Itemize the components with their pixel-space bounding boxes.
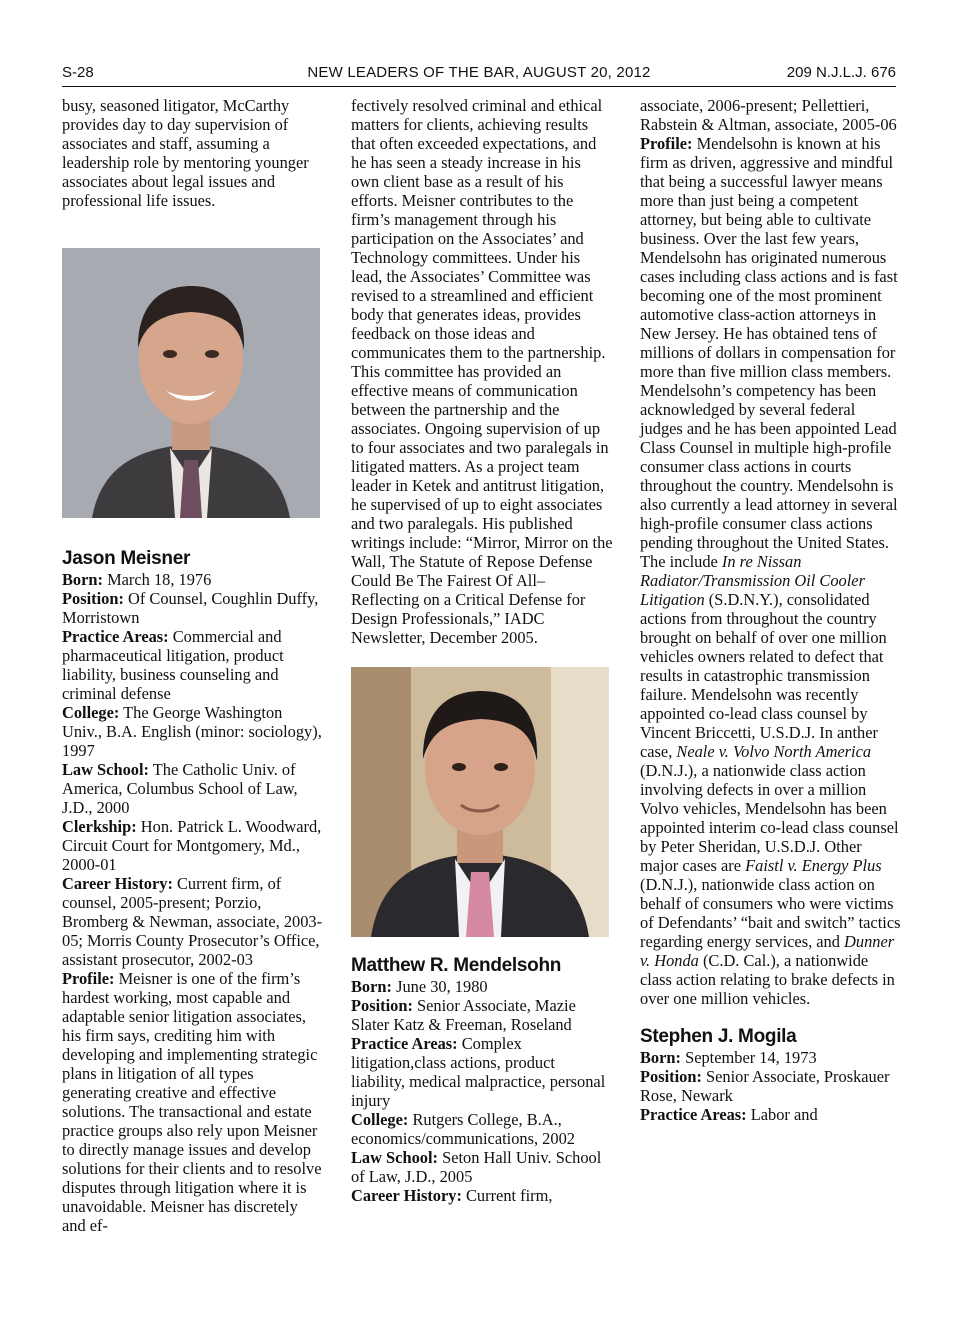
- law-school-line: [62, 760, 324, 817]
- case-name: Faistl v. Energy Plus: [745, 856, 882, 875]
- value: Commercial and pharmaceutical litigation, product liability, business counseling and criminal defense: [62, 627, 284, 703]
- case-name: In re Nissan Radiator/Transmission Oil Cooler Litigation: [640, 552, 865, 609]
- law-school-line: [351, 1148, 613, 1186]
- intro-fragment: busy, seasoned litigator, McCarthy provides day to day supervision of associates and staff, assuming a leadership role by mentoring younger associates about legal issues and professional life issues.: [62, 96, 309, 210]
- position-line: [640, 1067, 902, 1105]
- value-part-2: associate, 2006-present; Pellettieri, Rabstein & Altman, associate, 2005-06: [640, 96, 897, 134]
- born-line: [640, 1048, 902, 1067]
- column-2: [351, 96, 613, 1205]
- value: Seton Hall Univ. School of Law, J.D., 2005: [351, 1148, 602, 1186]
- case-name: Dunner v. Honda: [640, 932, 895, 970]
- profile-name: Matthew R. Mendelsohn: [351, 955, 562, 976]
- practice-line: [62, 627, 324, 703]
- college-line: [351, 1110, 613, 1148]
- label: Born:: [351, 977, 392, 996]
- label: Clerkship:: [62, 817, 137, 836]
- position-line: [351, 996, 613, 1034]
- value: (D.N.J.), a nationwide class action involving defects in over a million Volvo vehicles, Mendelsohn has been appointed interim co-lead class counsel by Peter Sheridan, U.S.D.J. Other major cases are: [640, 761, 899, 875]
- label: College:: [351, 1110, 409, 1129]
- label: Law School:: [351, 1148, 438, 1167]
- born-line: [351, 977, 613, 996]
- value: Hon. Patrick L. Woodward, Circuit Court for Montgomery, Md., 2000-01: [62, 817, 322, 874]
- value: (D.N.J.), nationwide class action on behalf of consumers who were victims of Defendants’ “bait and switch” tactics regarding energy services, and: [640, 875, 901, 951]
- label: Practice Areas:: [640, 1105, 747, 1124]
- label: Position:: [640, 1067, 702, 1086]
- page-number: S-28: [62, 64, 94, 81]
- publication-title: NEW LEADERS OF THE BAR, AUGUST 20, 2012: [307, 64, 651, 81]
- value: Of Counsel, Coughlin Duffy, Morristown: [62, 589, 319, 627]
- profile-text: [640, 134, 902, 1008]
- photo-matthew-mendelsohn: [351, 667, 609, 937]
- value: Complex litigation,class actions, product liability, medical malpractice, personal injury: [351, 1034, 606, 1110]
- profile-text-continued: [351, 96, 613, 647]
- label: Position:: [62, 589, 124, 608]
- career-line: [351, 1186, 613, 1205]
- column-3: [640, 96, 902, 1124]
- label: Position:: [351, 996, 413, 1015]
- profile-name: Stephen J. Mogila: [640, 1026, 797, 1047]
- label: Profile:: [640, 134, 693, 153]
- career-line: [62, 874, 324, 969]
- label: Profile:: [62, 969, 115, 988]
- citation: 209 N.J.L.J. 676: [786, 64, 896, 81]
- value: (S.D.N.Y.), consolidated actions from throughout the country brought on behalf of over one million vehicles owners related to defect that results in catastrophic transmission failure. Mendelsohn was recently appointed co-lead class counsel by Vincent Briccetti, U.S.D.J. In anther case,: [640, 590, 887, 761]
- label: Practice Areas:: [62, 627, 169, 646]
- value: (C.D. Cal.), a nationwide class action relating to brake defects in over one million vehicles.: [640, 951, 895, 1008]
- practice-line: [640, 1105, 902, 1124]
- profile-name: Jason Meisner: [62, 548, 191, 569]
- practice-line: [351, 1034, 613, 1110]
- label: Born:: [640, 1048, 681, 1067]
- label: Career History:: [351, 1186, 462, 1205]
- case-name: Neale v. Volvo North America: [676, 742, 872, 761]
- value: September 14, 1973: [680, 1048, 817, 1067]
- value-part-1: Meisner is one of the firm’s hardest working, most capable and adaptable senior litigation associates, his firm says, crediting him with developing and implementing strategic plans in litigation of all types generating creative and effective solutions. The transactional and estate practice groups also rely upon Meisner to directly manage issues and develop solutions for their clients and to resolve disputes through litigation where it is unavoidable. Meisner has discretely and ef-: [62, 969, 322, 1235]
- value: June 30, 1980: [391, 977, 488, 996]
- value: The George Washington Univ., B.A. English (minor: sociology), 1997: [62, 703, 322, 760]
- profile-text: [62, 969, 324, 1235]
- page-header: [62, 62, 896, 87]
- column-1: [62, 96, 324, 1235]
- label: College:: [62, 703, 120, 722]
- label: Practice Areas:: [351, 1034, 458, 1053]
- college-line: [62, 703, 324, 760]
- value: March 18, 1976: [102, 570, 212, 589]
- value: Senior Associate, Mazie Slater Katz & Freeman, Roseland: [351, 996, 576, 1034]
- value-part-1: Current firm,: [461, 1186, 553, 1205]
- clerkship-line: [62, 817, 324, 874]
- label: Law School:: [62, 760, 149, 779]
- value: Current firm, of counsel, 2005-present; Porzio, Bromberg & Newman, associate, 2003-05; Morris County Prosecutor’s Office, assistant prosecutor, 2002-03: [62, 874, 323, 969]
- value: Mendelsohn is known at his firm as driven, aggressive and mindful that being a successful lawyer means more than just being a competent attorney, but being able to cultivate business. Over the last few years, Mendelsohn has originated numerous cases including class actions and is fast becoming one of the most prominent automotive class-action attorneys in New Jersey. He has obtained tens of millions of dollars in compensation for more than five million class members. Mendelsohn’s competency has been acknowledged by several federal judges and he has been appointed Lead Class Counsel in multiple high-profile consumer class actions in courts throughout the country. Mendelsohn is also currently a lead attorney in several high-profile consumer class actions pending throughout the United States. The include: [640, 134, 898, 571]
- value: Senior Associate, Proskauer Rose, Newark: [640, 1067, 890, 1105]
- photo-jason-meisner: [62, 248, 320, 518]
- value: Labor and: [746, 1105, 818, 1124]
- career-line-continued: [640, 96, 902, 134]
- label: Born:: [62, 570, 103, 589]
- label: Career History:: [62, 874, 173, 893]
- born-line: [62, 570, 324, 589]
- position-line: [62, 589, 324, 627]
- value: The Catholic Univ. of America, Columbus School of Law, J.D., 2000: [62, 760, 298, 817]
- value-part-2: fectively resolved criminal and ethical matters for clients, achieving results that often exceeded expectations, and he has seen a steady increase in his own client base as a result of his efforts. Meisner contributes to the firm’s management through his participation on the Associates’ and Technology committees. Under his lead, the Associates’ Committee was revised to a streamlined and efficient body that generates ideas, provides feedback on those ideas and communicates them to the partnership. This committee has provided an effective means of communication between the partnership and the associates. Ongoing supervision of up to four associates and two paralegals in litigated matters. As a project team leader in Ketek and antitrust litigation, he supervised of up to eight associates and two paralegals. His published writings include: “Mirror, Mirror on the Wall, The Statute of Repose Defense Could Be The Fairest Of All–Reflecting on a Critical Defense for Design Professionals,” IADC Newsletter, December 2005.: [351, 96, 613, 647]
- value: Rutgers College, B.A., economics/communications, 2002: [351, 1110, 575, 1148]
